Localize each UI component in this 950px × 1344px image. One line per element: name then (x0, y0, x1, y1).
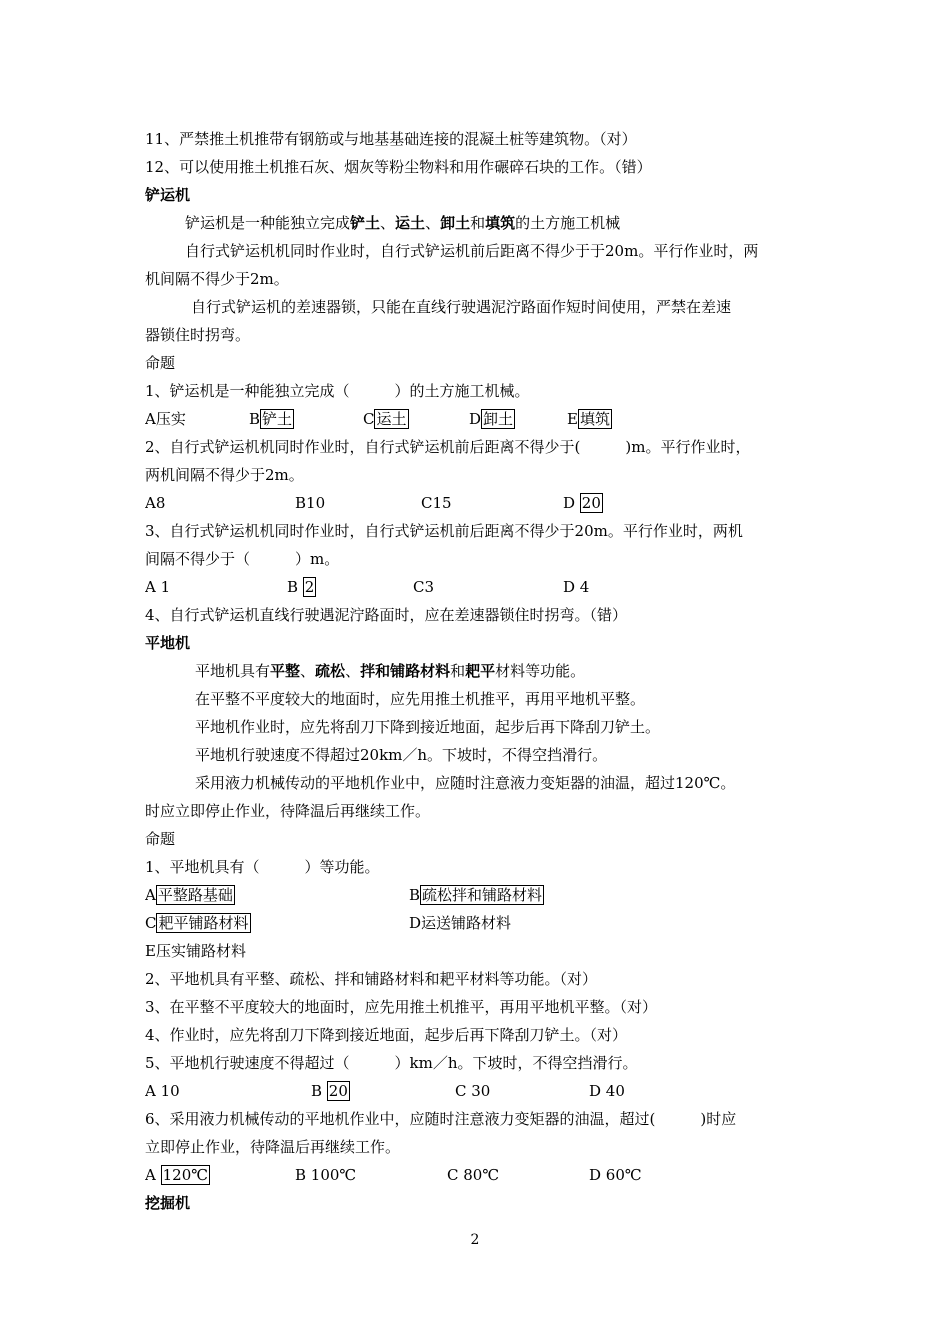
option-a: A 1 (145, 578, 171, 596)
section-heading-excavator: 挖掘机 (145, 1194, 191, 1212)
question-2-line1: 2、自行式铲运机机同时作业时，自行式铲运机前后距离不得少于( )m。平行作业时， (145, 438, 751, 456)
question-2-options (145, 489, 810, 517)
option-c: C 80℃ (447, 1166, 500, 1184)
option-e: E 填筑 (567, 410, 610, 428)
statement-11: 11、严禁推土机推带有钢筋或与地基基础连接的混凝土桩等建筑物。（对） (145, 130, 637, 148)
statement-12: 12、可以使用推土机推石灰、烟灰等粉尘物料和用作碾碎石块的工作。（错） (145, 158, 652, 176)
option-a: A8 (145, 494, 166, 512)
option-d: D运送铺路材料 (409, 914, 512, 932)
option-a: A 10 (145, 1082, 180, 1100)
option-b: B 铲土 (249, 410, 293, 428)
option-b: B 2 (287, 578, 315, 596)
option-d: D 60℃ (589, 1166, 642, 1184)
option-d: D 4 (563, 578, 590, 596)
paragraph-grader-oil-line1: 采用液力机械传动的平地机作业中，应随时注意液力变矩器的油温，超过120℃。 (195, 774, 736, 792)
paragraph-grader-functions: 平地机具有平整、疏松、拌和铺路材料和耙平材料等功能。 (195, 662, 586, 680)
paragraph-scraper-distance-line1: 自行式铲运机机同时作业时，自行式铲运机前后距离不得少于于20m。平行作业时，两 (185, 242, 759, 260)
grader-question-1: 1、平地机具有（ ）等功能。 (145, 858, 380, 876)
grader-question-1-options-row2 (145, 909, 810, 937)
question-3-line2: 间隔不得少于（ ）m。 (145, 550, 340, 568)
grader-question-6-options (145, 1161, 810, 1189)
option-d: D 40 (589, 1082, 625, 1100)
option-b: B 疏松拌和铺路材料 (409, 886, 543, 904)
paragraph-grader-blade: 平地机作业时，应先将刮刀下降到接近地面，起步后再下降刮刀铲土。 (195, 718, 661, 736)
grader-question-4: 4、作业时，应先将刮刀下降到接近地面，起步后再下降刮刀铲土。（对） (145, 1026, 628, 1044)
option-e: E压实铺路材料 (145, 942, 246, 960)
option-c: C3 (413, 578, 435, 596)
option-c: C 耙平铺路材料 (145, 914, 249, 932)
grader-question-6-line1: 6、采用液力机械传动的平地机作业中，应随时注意液力变矩器的油温，超过( )时应 (145, 1110, 737, 1128)
section-heading-grader: 平地机 (145, 634, 191, 652)
grader-question-6-line2: 立即停止作业，待降温后再继续工作。 (145, 1138, 401, 1156)
page-number: 2 (470, 1232, 480, 1248)
question-4: 4、自行式铲运机直线行驶遇泥泞路面时，应在差速器锁住时拐弯。（错） (145, 606, 628, 624)
option-d: D 卸土 (469, 410, 514, 428)
section-heading-scraper: 铲运机 (145, 186, 191, 204)
grader-question-1-options-row3 (145, 937, 810, 965)
question-1-options (145, 405, 810, 433)
paragraph-grader-oil-line2: 时应立即停止作业，待降温后再继续工作。 (145, 802, 431, 820)
option-b: B 100℃ (295, 1166, 357, 1184)
option-a: A压实 (145, 410, 186, 428)
proposition-heading-2: 命题 (145, 830, 176, 848)
option-c: C 运土 (363, 410, 407, 428)
paragraph-grader-speed: 平地机行驶速度不得超过20km／h。下坡时，不得空挡滑行。 (195, 746, 608, 764)
paragraph-scraper-diff-lock-line1: 自行式铲运机的差速器锁，只能在直线行驶遇泥泞路面作短时间使用，严禁在差速 (191, 298, 732, 316)
question-3-options (145, 573, 810, 601)
question-2-line2: 两机间隔不得少于2m。 (145, 466, 304, 484)
option-b: B 20 (311, 1082, 348, 1100)
paragraph-scraper-distance-line2: 机间隔不得少于2m。 (145, 270, 289, 288)
grader-question-5: 5、平地机行驶速度不得超过（ ）km／h。下坡时，不得空挡滑行。 (145, 1054, 638, 1072)
grader-question-2: 2、平地机具有平整、疏松、拌和铺路材料和耙平材料等功能。（对） (145, 970, 598, 988)
paragraph-grader-leveling: 在平整不平度较大的地面时，应先用推土机推平，再用平地机平整。 (195, 690, 646, 708)
option-b: B10 (295, 494, 326, 512)
grader-question-3: 3、在平整不平度较大的地面时，应先用推土机推平，再用平地机平整。（对） (145, 998, 658, 1016)
proposition-heading-1: 命题 (145, 354, 176, 372)
grader-question-5-options (145, 1077, 810, 1105)
question-3-line1: 3、自行式铲运机机同时作业时，自行式铲运机前后距离不得少于20m。平行作业时，两机 (145, 522, 743, 540)
grader-question-1-options-row1 (145, 881, 810, 909)
option-a: A 平整路基础 (145, 886, 233, 904)
page-content (145, 125, 810, 1217)
option-c: C 30 (455, 1082, 491, 1100)
paragraph-scraper-diff-lock-line2: 器锁住时拐弯。 (145, 326, 251, 344)
option-a: A 120℃ (145, 1166, 209, 1184)
option-c: C15 (421, 494, 452, 512)
paragraph-scraper-definition: 铲运机是一种能独立完成铲土、运土、卸土和填筑的土方施工机械 (185, 214, 621, 232)
option-d: D 20 (563, 494, 601, 512)
question-1: 1、铲运机是一种能独立完成（ ）的土方施工机械。 (145, 382, 530, 400)
